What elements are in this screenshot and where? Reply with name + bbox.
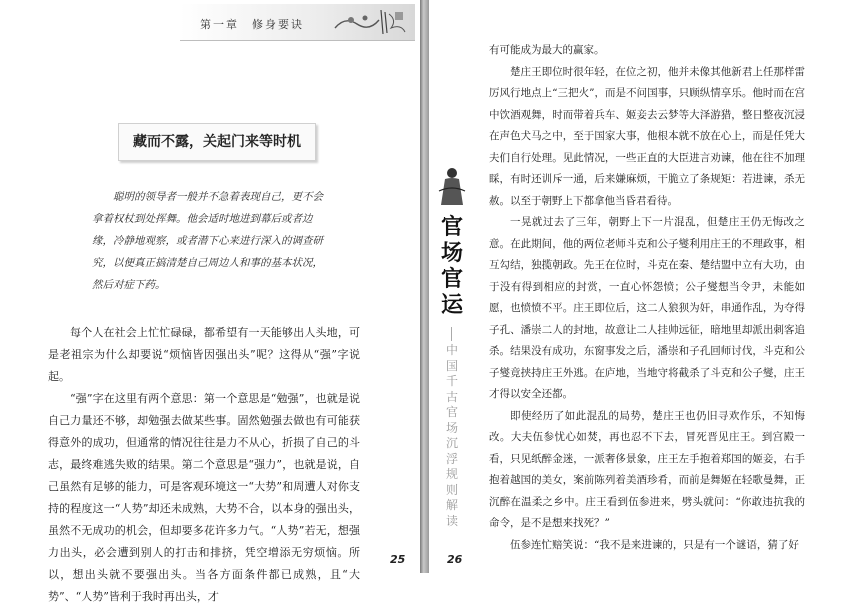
paragraph: 一晃就过去了三年，朝野上下一片混乱，但楚庄王仍无悔改之意。在此期间，他的两位老师斗克和公子燮利用庄王的不理政事，相互勾结，独揽朝政。先王在位时，斗克在秦、楚结盟中立有大功，由于没有得到相应的封赏，一直心怀怨愤；公子燮想当令尹，未能如愿，也愤愤不平。庄王即位后，这二人狼狈为奸，串通作乱，为夺得子孔、潘崇二人的封地，故意让二人挂帅远征，暗地里却派出刺客追杀。结果没有成功，东窗事发之后，潘崇和子孔回师讨伐，斗克和公子燮竟挟持庄王外逃。在庐地，当地守将截杀了斗克和公子燮，庄王才得以安全还都。	[489, 216, 805, 400]
right-body-text	[489, 40, 805, 556]
intro-paragraph: 聪明的领导者一般并不急着表现自己，更不会拿着权杖到处挥舞。他会适时地进到幕后或者边缘，冷静地观察，或者潜下心来进行深入的调查研究，以便真正搞清楚自己周边人和事的基本状况，然后对症下药。	[92, 191, 323, 291]
side-subtitle: 中国千古官场沉浮规则解读	[445, 343, 458, 528]
page-number: 26	[447, 553, 463, 566]
paragraph: 即使经历了如此混乱的局势，楚庄王也仍旧寻欢作乐，不知悔改。大夫伍参忧心如焚，再也忍不下去，冒死晋见庄王。到宫殿一看，只见纸醉金迷，一派奢侈景象，庄王左手抱着郑国的姬妾，右手抱着越国的美女，案前陈列着美酒珍肴，而前是舞姬在轻歌曼舞，正沉醉在温柔之乡中。庄王看到伍参进来，劈头就问：“你敢违抗我的命令，是不是想来找死？”	[489, 409, 805, 529]
paragraph: 楚庄王即位时很年轻，在位之初，他并未像其他新君上任那样雷厉风行地点上“三把火”，而是不问国事，只顾纵情享乐。他时而在宫中饮酒观舞，时而带着兵车、姬妾去云梦等大泽游猎，整日整夜沉浸在声色犬马之中，至于国家大事，他根本就不放在心上，而是任凭大夫们自行处理。见此情况，一些正直的大臣进言劝谏，他在往不加理睬，有时还训斥一通，后来嫌麻烦，干脆立了条规矩：若进谏，杀无赦。以至于朝野上下都拿他当昏君看待。	[489, 65, 805, 207]
left-page	[0, 0, 420, 603]
section-title: 藏而不露，关起门来等时机	[133, 134, 301, 150]
side-divider	[451, 327, 452, 341]
left-body-text	[48, 322, 360, 608]
side-title: 官场 官运	[440, 215, 463, 318]
paragraph: 有可能成为最大的赢家。	[489, 44, 605, 56]
section-intro	[92, 186, 332, 296]
side-banner	[429, 165, 475, 545]
book-gutter	[420, 0, 429, 573]
section-title-box	[118, 123, 316, 161]
right-page	[429, 0, 849, 573]
paragraph: 每个人在社会上忙忙碌碌，都希望有一天能够出人头地，可是老祖宗为什么却要说“烦恼皆因强出头”呢？这得从“强”字说起。	[48, 326, 360, 383]
page-number: 25	[390, 553, 406, 566]
running-head-text: 第一章 修身要诀	[200, 18, 304, 31]
running-head	[180, 4, 415, 41]
paragraph: “强”字在这里有两个意思：第一个意思是“勉强”，也就是说自己力量还不够，却勉强去做某些事。固然勉强去做也有可能获得意外的成功，但通常的情况往往是力不从心，折损了自己的斗志，最终难逃失败的结果。第二个意思是“强力”，也就是说，自己虽然有足够的能力，可是客观环境这一“大势”和周遭人对你支持的程度这一“人势”却还未成熟，大势不合，以本身的强出头，虽然不无成功的机会，但却要多花许多力气。“人势”若无，想强力出头，必会遭到别人的打击和排挤，凭空增添无穷烦恼。所以，想出头就不要强出头。当各方面条件都已成熟，且“大势”、“人势”皆利于我时再出头，才	[48, 392, 360, 603]
paragraph: 伍参连忙赔笑说：“我不是来进谏的，只是有一个谜语，猜了好	[510, 538, 799, 551]
scholar-figure-icon	[433, 165, 471, 209]
ink-painting-ornament	[331, 6, 409, 38]
